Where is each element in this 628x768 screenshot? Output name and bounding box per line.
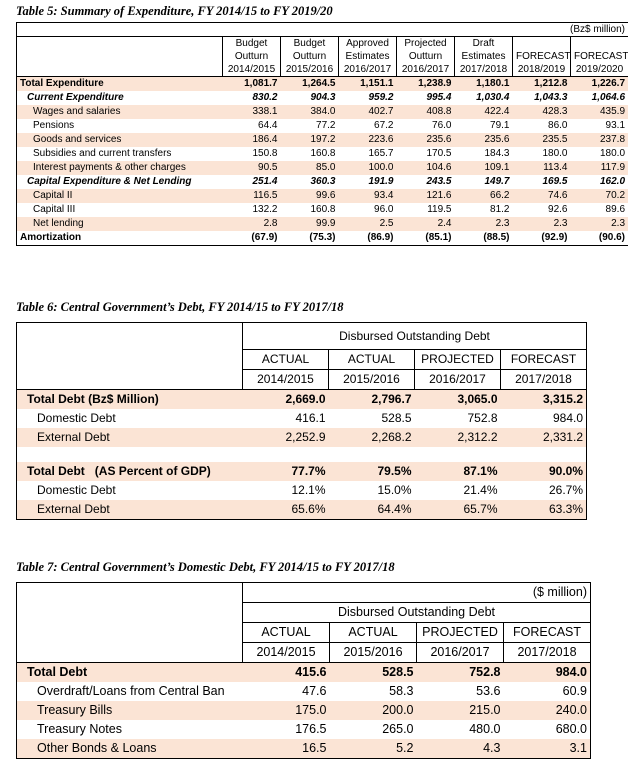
cell-value: 169.5 bbox=[542, 176, 568, 187]
cell-value: 251.4 bbox=[252, 176, 278, 187]
row-label: Goods and services bbox=[33, 134, 122, 145]
cell-value: 752.8 bbox=[467, 411, 498, 425]
spacer-cell bbox=[17, 447, 587, 462]
domestic-debt-table bbox=[16, 582, 591, 759]
cell-value: 680.0 bbox=[555, 722, 587, 736]
cell-value: 1,212.8 bbox=[513, 77, 571, 92]
column-header: PROJECTED bbox=[417, 623, 504, 643]
row-label: Amortization bbox=[20, 232, 82, 243]
column-header-year: 2014/2015 bbox=[243, 643, 330, 663]
central-government-debt-table bbox=[16, 322, 587, 520]
cell-value: 1,081.7 bbox=[223, 77, 281, 92]
cell-value: 1,064.6 bbox=[591, 92, 626, 103]
cell-value: 65.6% bbox=[291, 502, 326, 516]
spacer-row bbox=[17, 447, 587, 462]
header-blank-cell bbox=[17, 63, 223, 77]
cell-value: 160.8 bbox=[310, 204, 336, 215]
cell-value: 93.4 bbox=[374, 190, 394, 201]
header-blank-cell bbox=[17, 350, 243, 370]
table-row bbox=[17, 500, 587, 520]
column-header: FORECAST bbox=[504, 623, 591, 643]
row-label: External Debt bbox=[37, 502, 110, 516]
column-header-year: 2017/2018 bbox=[501, 370, 587, 390]
cell-value: 528.5 bbox=[330, 663, 417, 683]
cell-value: 1,238.9 bbox=[397, 77, 455, 92]
cell-value: 1,180.1 bbox=[455, 77, 513, 92]
group-header: Disbursed Outstanding Debt bbox=[243, 603, 591, 623]
header-blank-cell bbox=[17, 37, 223, 51]
cell-value: (92.9) bbox=[541, 232, 568, 243]
cell-value: 435.9 bbox=[599, 106, 626, 117]
cell-value: 96.0 bbox=[374, 204, 394, 215]
table7-unit: ($ million) bbox=[243, 583, 591, 603]
cell-value: 132.2 bbox=[252, 204, 278, 215]
cell-value: 2,252.9 bbox=[285, 430, 326, 444]
table-row bbox=[17, 203, 628, 217]
cell-value: 984.0 bbox=[552, 411, 583, 425]
cell-value: (67.9) bbox=[251, 232, 278, 243]
row-label: Total Debt bbox=[17, 663, 243, 683]
cell-value: 215.0 bbox=[469, 703, 501, 717]
cell-value: (85.1) bbox=[425, 232, 452, 243]
table-row bbox=[17, 133, 628, 147]
cell-value: 235.5 bbox=[542, 134, 568, 145]
cell-value: 1,264.5 bbox=[281, 77, 339, 92]
table-row bbox=[17, 175, 628, 189]
cell-value: 66.2 bbox=[490, 190, 510, 201]
cell-value: 235.6 bbox=[484, 134, 510, 145]
table-row bbox=[17, 739, 591, 759]
cell-value: 67.2 bbox=[374, 120, 394, 131]
column-header: FORECAST bbox=[571, 50, 628, 63]
column-header: Projected bbox=[397, 37, 455, 51]
cell-value: 81.2 bbox=[490, 204, 510, 215]
cell-value: 150.8 bbox=[252, 148, 278, 159]
cell-value: 77.2 bbox=[316, 120, 336, 131]
table-row bbox=[17, 91, 628, 105]
cell-value: 117.9 bbox=[600, 162, 626, 173]
cell-value: 2,669.0 bbox=[243, 390, 329, 410]
cell-value: 1,030.4 bbox=[476, 92, 510, 103]
header-blank-cell bbox=[17, 323, 243, 350]
cell-value: 223.6 bbox=[368, 134, 394, 145]
cell-value: (88.5) bbox=[483, 232, 510, 243]
group-header: Disbursed Outstanding Debt bbox=[243, 323, 587, 350]
row-label: Other Bonds & Loans bbox=[37, 741, 157, 755]
cell-value: 197.2 bbox=[310, 134, 336, 145]
column-header-year: 2015/2016 bbox=[281, 63, 339, 77]
cell-value: 119.5 bbox=[427, 204, 452, 215]
cell-value: 165.7 bbox=[368, 148, 394, 159]
table7-title: Table 7: Central Government’s Domestic Debt, FY 2014/15 to FY 2017/18 bbox=[16, 560, 395, 574]
table-row bbox=[17, 189, 628, 203]
cell-value: 86.0 bbox=[548, 120, 568, 131]
cell-value: 5.2 bbox=[396, 741, 414, 755]
row-label: Domestic Debt bbox=[37, 483, 116, 497]
table-row bbox=[17, 409, 587, 428]
cell-value: 113.4 bbox=[543, 162, 568, 173]
cell-value: 15.0% bbox=[377, 483, 412, 497]
column-header: Estimates bbox=[455, 50, 513, 63]
cell-value: 752.8 bbox=[417, 663, 504, 683]
cell-value: 175.0 bbox=[295, 703, 327, 717]
table5-title: Table 5: Summary of Expenditure, FY 2014/15 to FY 2019/20 bbox=[16, 4, 333, 18]
cell-value: 984.0 bbox=[504, 663, 591, 683]
cell-value: 2,331.2 bbox=[542, 430, 583, 444]
column-header-year: 2016/2017 bbox=[397, 63, 455, 77]
row-label: Total Debt (AS Percent of GDP) bbox=[27, 464, 211, 478]
table-row bbox=[17, 428, 587, 447]
column-header: Outturn bbox=[281, 50, 339, 63]
column-header bbox=[571, 37, 628, 51]
cell-value: 338.1 bbox=[252, 106, 278, 117]
cell-value: 384.0 bbox=[310, 106, 336, 117]
cell-value: 830.2 bbox=[252, 92, 278, 103]
cell-value: (75.3) bbox=[309, 232, 336, 243]
row-label: Pensions bbox=[33, 120, 75, 131]
cell-value: 416.1 bbox=[295, 411, 326, 425]
cell-value: 104.6 bbox=[426, 162, 452, 173]
cell-value: 170.5 bbox=[426, 148, 452, 159]
cell-value: 1,226.7 bbox=[571, 77, 628, 92]
cell-value: 1,151.1 bbox=[339, 77, 397, 92]
column-header: Outturn bbox=[397, 50, 455, 63]
column-header-year: 2018/2019 bbox=[513, 63, 571, 77]
table-row bbox=[17, 663, 591, 683]
table-row bbox=[17, 720, 591, 739]
cell-value: 180.0 bbox=[542, 148, 568, 159]
cell-value: 53.6 bbox=[476, 684, 501, 698]
column-header: Budget bbox=[281, 37, 339, 51]
cell-value: 116.5 bbox=[253, 190, 278, 201]
cell-value: 3,065.0 bbox=[415, 390, 501, 410]
cell-value: 60.9 bbox=[562, 684, 587, 698]
table-row bbox=[17, 462, 587, 481]
table6-title: Table 6: Central Government’s Debt, FY 2014/15 to FY 2017/18 bbox=[16, 300, 344, 314]
cell-value: 92.6 bbox=[548, 204, 568, 215]
cell-value: 79.5% bbox=[377, 464, 412, 478]
table-row bbox=[17, 77, 628, 92]
row-label: Net lending bbox=[33, 218, 84, 229]
cell-value: 87.1% bbox=[463, 464, 498, 478]
cell-value: 2.8 bbox=[263, 218, 278, 229]
cell-value: 79.1 bbox=[490, 120, 510, 131]
cell-value: 2.3 bbox=[495, 218, 510, 229]
cell-value: 85.0 bbox=[316, 162, 336, 173]
cell-value: 240.0 bbox=[555, 703, 587, 717]
cell-value: 149.7 bbox=[484, 176, 510, 187]
cell-value: 64.4% bbox=[377, 502, 412, 516]
cell-value: 109.1 bbox=[484, 162, 510, 173]
cell-value: 16.5 bbox=[302, 741, 327, 755]
cell-value: 65.7% bbox=[463, 502, 498, 516]
column-header: ACTUAL bbox=[329, 350, 415, 370]
cell-value: 76.0 bbox=[432, 120, 452, 131]
cell-value: 160.8 bbox=[310, 148, 336, 159]
cell-value: 63.3% bbox=[548, 502, 583, 516]
cell-value: 64.4 bbox=[258, 120, 278, 131]
cell-value: 904.3 bbox=[310, 92, 336, 103]
cell-value: 235.6 bbox=[426, 134, 452, 145]
cell-value: 959.2 bbox=[368, 92, 394, 103]
column-header-year: 2015/2016 bbox=[330, 643, 417, 663]
column-header-year: 2016/2017 bbox=[415, 370, 501, 390]
row-label: Capital II bbox=[33, 190, 73, 201]
cell-value: 21.4% bbox=[463, 483, 498, 497]
cell-value: 995.4 bbox=[426, 92, 452, 103]
cell-value: 90.0% bbox=[548, 464, 583, 478]
cell-value: 70.2 bbox=[605, 190, 626, 201]
column-header: Draft bbox=[455, 37, 513, 51]
header-blank-cell bbox=[17, 603, 243, 623]
cell-value: 99.6 bbox=[316, 190, 336, 201]
cell-value: 26.7% bbox=[548, 483, 583, 497]
cell-value: 99.9 bbox=[316, 218, 336, 229]
cell-value: 2,312.2 bbox=[457, 430, 498, 444]
column-header-year: 2016/2017 bbox=[417, 643, 504, 663]
cell-value: (90.6) bbox=[598, 232, 626, 243]
column-header: PROJECTED bbox=[415, 350, 501, 370]
row-label: Domestic Debt bbox=[37, 411, 116, 425]
cell-value: 428.3 bbox=[542, 106, 568, 117]
column-header-year: 2017/2018 bbox=[504, 643, 591, 663]
row-label: Total Expenditure bbox=[17, 77, 223, 92]
table-row bbox=[17, 217, 628, 231]
column-header-year: 2019/2020 bbox=[571, 63, 628, 77]
cell-value: 93.1 bbox=[605, 120, 626, 131]
table-row bbox=[17, 701, 591, 720]
column-header: ACTUAL bbox=[330, 623, 417, 643]
cell-value: 2.4 bbox=[437, 218, 452, 229]
cell-value: 2.3 bbox=[611, 218, 626, 229]
cell-value: 47.6 bbox=[302, 684, 327, 698]
table-row bbox=[17, 481, 587, 500]
cell-value: 180.0 bbox=[599, 148, 626, 159]
cell-value: 265.0 bbox=[382, 722, 414, 736]
cell-value: 2.3 bbox=[553, 218, 568, 229]
cell-value: 58.3 bbox=[389, 684, 414, 698]
cell-value: 200.0 bbox=[382, 703, 414, 717]
column-header: Budget bbox=[223, 37, 281, 51]
table5-unit: (Bz$ million) bbox=[17, 23, 628, 37]
row-label: Wages and salaries bbox=[33, 106, 121, 117]
cell-value: 2,796.7 bbox=[329, 390, 415, 410]
cell-value: 77.7% bbox=[291, 464, 326, 478]
cell-value: 243.5 bbox=[426, 176, 452, 187]
cell-value: 176.5 bbox=[295, 722, 327, 736]
table-row bbox=[17, 105, 628, 119]
table-row bbox=[17, 161, 628, 175]
row-label: Interest payments & other charges bbox=[33, 162, 186, 173]
table-row bbox=[17, 231, 628, 246]
column-header-year: 2017/2018 bbox=[455, 63, 513, 77]
row-label: Total Debt (Bz$ Million) bbox=[17, 390, 243, 410]
cell-value: 1,043.3 bbox=[534, 92, 568, 103]
cell-value: 186.4 bbox=[252, 134, 278, 145]
row-label: External Debt bbox=[37, 430, 110, 444]
cell-value: 2.5 bbox=[379, 218, 394, 229]
expenditure-summary-table bbox=[16, 22, 628, 246]
cell-value: 3,315.2 bbox=[501, 390, 587, 410]
row-label: Current Expenditure bbox=[27, 92, 124, 103]
cell-value: 100.0 bbox=[368, 162, 394, 173]
column-header-year: 2014/2015 bbox=[243, 370, 329, 390]
column-header: Outturn bbox=[223, 50, 281, 63]
column-header: ACTUAL bbox=[243, 623, 330, 643]
cell-value: (86.9) bbox=[367, 232, 394, 243]
table-row bbox=[17, 682, 591, 701]
header-blank-cell bbox=[17, 370, 243, 390]
cell-value: 191.9 bbox=[368, 176, 394, 187]
header-blank-cell bbox=[17, 623, 243, 643]
cell-value: 90.5 bbox=[258, 162, 278, 173]
cell-value: 402.7 bbox=[368, 106, 394, 117]
header-blank-cell bbox=[17, 583, 243, 603]
header-blank-cell bbox=[17, 50, 223, 63]
table-row bbox=[17, 390, 587, 410]
row-label: Overdraft/Loans from Central Ban bbox=[37, 684, 225, 698]
cell-value: 162.0 bbox=[599, 176, 626, 187]
row-label: Treasury Bills bbox=[37, 703, 113, 717]
cell-value: 3.1 bbox=[569, 741, 587, 755]
cell-value: 2,268.2 bbox=[371, 430, 412, 444]
cell-value: 12.1% bbox=[291, 483, 326, 497]
cell-value: 237.8 bbox=[599, 134, 626, 145]
column-header-year: 2015/2016 bbox=[329, 370, 415, 390]
cell-value: 184.3 bbox=[484, 148, 510, 159]
cell-value: 121.6 bbox=[426, 190, 452, 201]
cell-value: 74.6 bbox=[548, 190, 568, 201]
cell-value: 422.4 bbox=[484, 106, 510, 117]
row-label: Capital III bbox=[33, 204, 76, 215]
cell-value: 480.0 bbox=[469, 722, 501, 736]
table-row bbox=[17, 119, 628, 133]
column-header: FORECAST bbox=[501, 350, 587, 370]
column-header bbox=[513, 37, 571, 51]
row-label: Treasury Notes bbox=[37, 722, 122, 736]
column-header-year: 2014/2015 bbox=[223, 63, 281, 77]
row-label: Capital Expenditure & Net Lending bbox=[27, 176, 192, 187]
cell-value: 4.3 bbox=[483, 741, 501, 755]
column-header: ACTUAL bbox=[243, 350, 329, 370]
row-label: Subsidies and current transfers bbox=[33, 148, 172, 159]
column-header: Estimates bbox=[339, 50, 397, 63]
cell-value: 415.6 bbox=[243, 663, 330, 683]
header-blank-cell bbox=[17, 643, 243, 663]
cell-value: 528.5 bbox=[381, 411, 412, 425]
cell-value: 89.6 bbox=[605, 204, 626, 215]
cell-value: 360.3 bbox=[310, 176, 336, 187]
column-header: FORECAST bbox=[513, 50, 571, 63]
cell-value: 408.8 bbox=[426, 106, 452, 117]
column-header: Approved bbox=[339, 37, 397, 51]
table-row bbox=[17, 147, 628, 161]
column-header-year: 2016/2017 bbox=[339, 63, 397, 77]
